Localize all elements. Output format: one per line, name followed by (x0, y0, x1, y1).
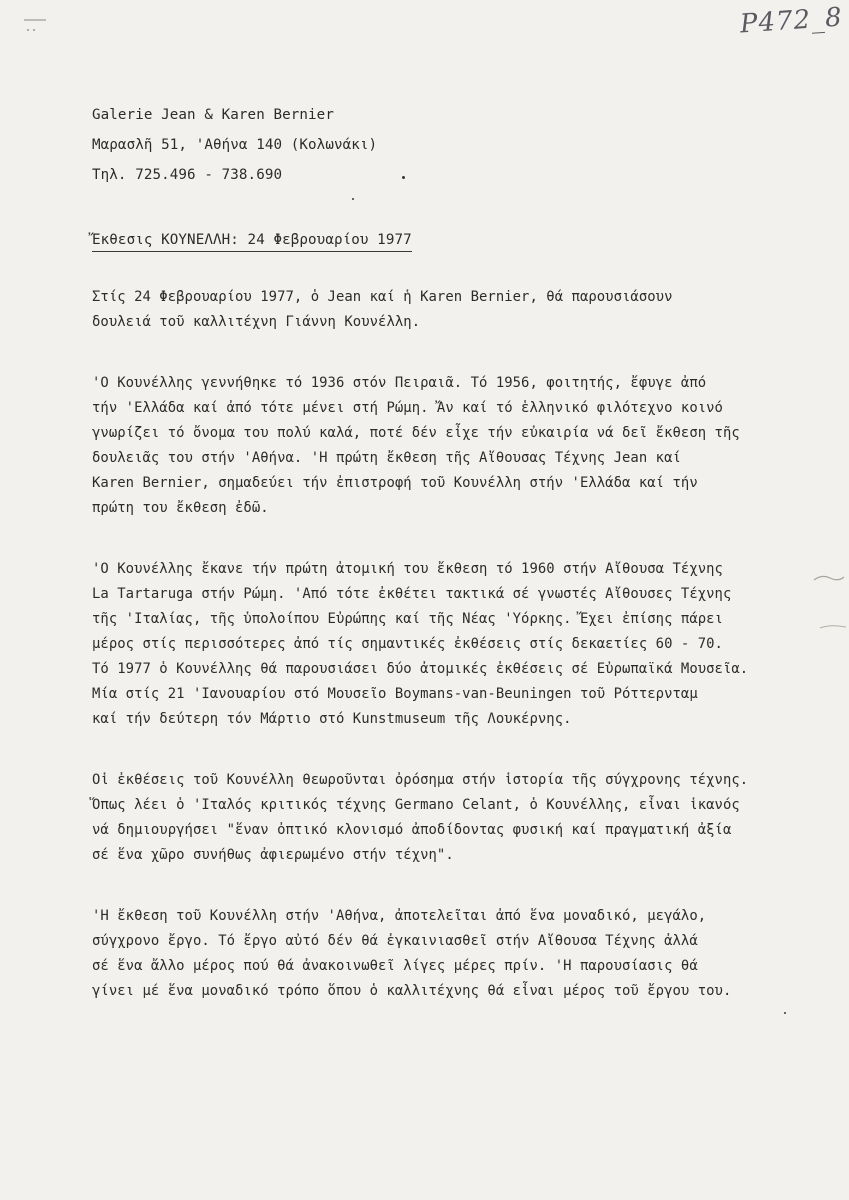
text-line: νά δημιουργήσει "ἕναν ὀπτικό κλονισμό ἀποδίδοντας φυσική καί πραγματική ἀξία (92, 822, 732, 838)
text-line: τῆς 'Ιταλίας, τῆς ὑπολοίπου Εὐρώπης καί τῆς Νέας 'Υόρκης. Ἔχει ἐπίσης πάρει (92, 611, 723, 627)
text-line: τήν 'Ελλάδα καί ἀπό τότε μένει στή Ρώμη. Ἄν καί τό ἑλληνικό φιλότεχνο κοινό (92, 400, 723, 416)
document-title: Ἔκθεσις ΚΟΥΝΕΛΛΗ: 24 Φεβρουαρίου 1977 (92, 232, 412, 252)
text-line: La Tartaruga στήν Ρώμη. 'Από τότε ἐκθέτει τακτικά σέ γνωστές Αἴθουσες Τέχνης (92, 586, 732, 602)
text-line: καί τήν δεύτερη τόν Μάρτιο στό Kunstmuseum τῆς Λουκέρνης. (92, 711, 572, 727)
ink-dot (402, 176, 405, 179)
gallery-address: Μαρασλῆ 51, 'Αθήνα 140 (Κολωνάκι) (92, 137, 378, 153)
text-line: γίνει μέ ἕνα μοναδικό τρόπο ὅπου ὁ καλλιτέχνης θά εἶναι μέρος τοῦ ἔργου του. (92, 983, 732, 999)
ink-dot (352, 198, 354, 200)
text-line: Οἱ ἐκθέσεις τοῦ Κουνέλλη θεωροῦνται ὀρόσημα στήν ἱστορία τῆς σύγχρονης τέχνης. (92, 772, 749, 788)
archive-note: P472_8 (739, 2, 844, 40)
paragraph (92, 557, 772, 732)
edge-mark-icon (812, 572, 846, 584)
text-line: μέρος στίς περισσότερες ἀπό τίς σημαντικές ἐκθέσεις στίς δεκαετίες 60 - 70. (92, 636, 723, 652)
text-line: Μία στίς 21 'Ιανουαρίου στό Μουσεῖο Boymans-van-Beuningen τοῦ Ρόττερνταμ (92, 686, 698, 702)
paragraph (92, 371, 772, 521)
text-line: σέ ἕνα ἄλλο μέρος πού θά ἀνακοινωθεῖ λίγες μέρες πρίν. 'Η παρουσίασις θά (92, 958, 698, 974)
text-line: πρώτη του ἔκθεση ἐδῶ. (92, 500, 269, 516)
text-line: δουλειά τοῦ καλλιτέχνη Γιάννη Κουνέλλη. (92, 314, 421, 330)
text-line: 'Ο Κουνέλλης ἔκανε τήν πρώτη ἀτομική του ἔκθεση τό 1960 στήν Αἴθουσα Τέχνης (92, 561, 723, 577)
text-line: Τό 1977 ὁ Κουνέλλης θά παρουσιάσει δύο ἀτομικές ἐκθέσεις σέ Εὐρωπαϊκά Μουσεῖα. (92, 661, 749, 677)
text-line: Στίς 24 Φεβρουαρίου 1977, ὁ Jean καί ἡ Karen Bernier, θά παρουσιάσουν (92, 289, 673, 305)
paragraph (92, 768, 772, 868)
text-line: δουλειᾶς του στήν 'Αθήνα. 'Η πρώτη ἔκθεση τῆς Αἴθουσας Τέχνης Jean καί (92, 450, 681, 466)
paragraph (92, 904, 772, 1004)
text-line: γνωρίζει τό ὄνομα του πολύ καλά, ποτέ δέν εἶχε τήν εὐκαιρία νά δεῖ ἔκθεση τῆς (92, 425, 740, 441)
letterhead (92, 100, 377, 190)
paragraph (92, 285, 772, 335)
ink-dot (784, 1012, 786, 1014)
text-line: Karen Bernier, σημαδεύει τήν ἐπιστροφή τοῦ Κουνέλλη στήν 'Ελλάδα καί τήν (92, 475, 698, 491)
edge-mark-icon (818, 622, 848, 632)
gallery-phone: Τηλ. 725.496 - 738.690 (92, 167, 283, 183)
text-line: 'Ο Κουνέλλης γεννήθηκε τό 1936 στόν Πειραιᾶ. Τό 1956, φοιτητής, ἔφυγε ἀπό (92, 375, 707, 391)
text-line: Ὅπως λέει ὁ 'Ιταλός κριτικός τέχνης Germano Celant, ὁ Κουνέλλης, εἶναι ἱκανός (92, 797, 740, 813)
text-line: σύγχρονο ἔργο. Τό ἔργο αὐτό δέν θά ἐγκαινιασθεῖ στήν Αἴθουσα Τέχνης ἀλλά (92, 933, 698, 949)
body-text (92, 285, 772, 1040)
gallery-name: Galerie Jean & Karen Bernier (92, 107, 334, 123)
text-line: 'Η ἔκθεση τοῦ Κουνέλλη στήν 'Αθήνα, ἀποτελεῖται ἀπό ἕνα μοναδικό, μεγάλο, (92, 908, 707, 924)
corner-mark-icon (22, 14, 50, 34)
text-line: σέ ἕνα χῶρο συνήθως ἀφιερωμένο στήν τέχνη". (92, 847, 454, 863)
